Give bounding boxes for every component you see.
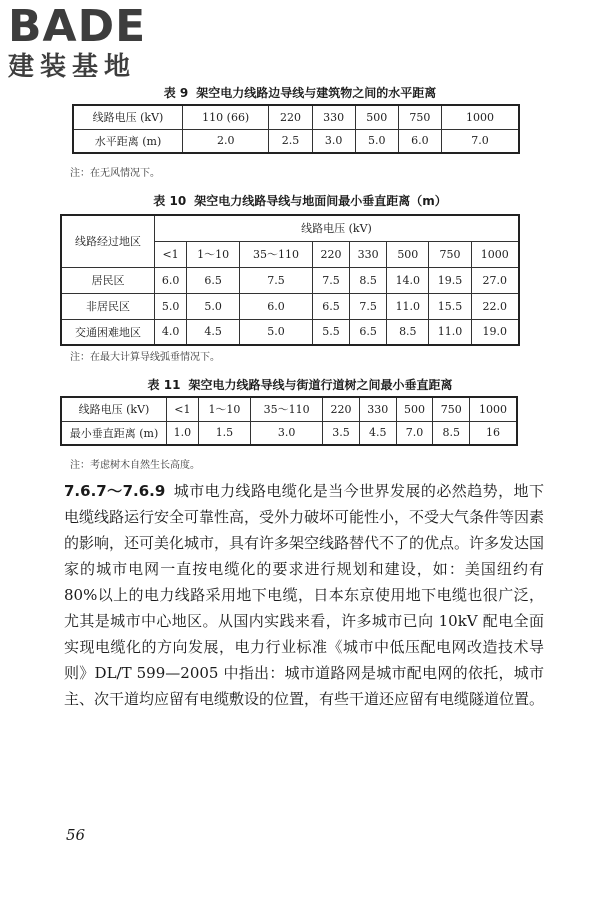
table10-voltage: 1000 [471,241,519,267]
logo-subtitle: 建装基地 [8,52,137,82]
table10-voltage: 330 [350,241,387,267]
table10-number: 表 10 [153,194,187,208]
table9-voltage: 220 [269,105,312,129]
table11 [60,396,518,446]
table11-cell: 3.0 [251,421,323,445]
table10-voltage: 750 [429,241,471,267]
table9-number: 表 9 [163,86,189,100]
table10-voltage: 1～10 [187,241,240,267]
table10-area: 交通困难地区 [61,319,155,345]
table11-header-label: 线路电压 (kV) [61,397,167,421]
table10-cell: 5.5 [312,319,349,345]
table11-cell: 1.5 [198,421,250,445]
table9-cell: 5.0 [355,129,398,153]
table9-title: 架空电力线路边导线与建筑物之间的水平距离 [196,86,437,100]
table10 [60,214,520,346]
table11-cell: 4.5 [359,421,396,445]
table11-voltage: 35～110 [251,397,323,421]
table10-voltage-group: 线路电压 (kV) [155,215,520,241]
table10-cell: 6.0 [155,267,187,293]
section-paragraph [64,478,544,712]
table9-voltage: 750 [398,105,441,129]
table11-number: 表 11 [147,378,181,392]
table10-caption [0,192,600,209]
table10-cell: 6.0 [240,293,313,319]
table9-note: 注：在无风情况下。 [70,168,160,179]
table10-cell: 4.5 [187,319,240,345]
table11-voltage: 330 [359,397,396,421]
table10-cell: 6.5 [187,267,240,293]
table10-voltage: 35～110 [240,241,313,267]
table10-voltage: <1 [155,241,187,267]
table10-cell: 19.0 [471,319,519,345]
table10-cell: 7.5 [350,293,387,319]
table11-voltage: <1 [167,397,199,421]
brand-logo [8,1,178,82]
table11-voltage: 1～10 [198,397,250,421]
table11-title: 架空电力线路导线与街道行道树之间最小垂直距离 [188,378,453,392]
logo-brand: BADE [8,1,147,52]
table10-area: 非居民区 [61,293,155,319]
table10-row [61,293,519,319]
section-number: 7.6.7～7.6.9 [64,482,166,500]
table10-cell: 5.0 [187,293,240,319]
table11-voltage: 220 [323,397,360,421]
table9-row-label: 水平距离 (m) [73,129,183,153]
table11-caption [0,376,600,393]
table10-row [61,267,519,293]
table10-cell: 19.5 [429,267,471,293]
table9-cell: 6.0 [398,129,441,153]
table11-note: 注：考虑树木自然生长高度。 [70,460,200,471]
table10-cell: 8.5 [350,267,387,293]
table9-caption [0,84,600,101]
table10-cell: 5.0 [155,293,187,319]
table11-cell: 16 [470,421,517,445]
table11-cell: 3.5 [323,421,360,445]
table10-cell: 22.0 [471,293,519,319]
table11-row-label: 最小垂直距离 (m) [61,421,167,445]
table9-cell: 3.0 [312,129,355,153]
table9-voltage: 330 [312,105,355,129]
table10-cell: 8.5 [387,319,429,345]
table10-cell: 7.5 [312,267,349,293]
table9-header-label: 线路电压 (kV) [73,105,183,129]
section-text: 城市电力线路电缆化是当今世界发展的必然趋势，地下电缆线路运行安全可靠性高，受外力破坏可能性小，不受大气条件等因素的影响，还可美化城市，具有许多架空线路替代不了的优点。许多发达国家的城市电网一直按电缆化的要求进行规划和建设，如：美国纽约有 80%以上的电力线路采用地下电缆，日本东京使用地下电缆也很广泛，尤其是城市中心地区。从国内实践来看，许多城市已向 10kV 配电全面实现电缆化的方向发展，电力行业标准《城市中低压配电网改造技术导则》DL/T 599—2005 中指出：城市道路网是城市配电网的依托，城市主、次干道均应留有电缆敷设的位置，有些干道还应留有电缆隧道位置。 [64,482,545,708]
table9-voltage: 500 [355,105,398,129]
table10-cell: 15.5 [429,293,471,319]
table11-voltage: 500 [396,397,433,421]
page-number: 56 [66,826,86,844]
table9-cell: 7.0 [442,129,520,153]
table10-cell: 7.5 [240,267,313,293]
table11-cell: 8.5 [433,421,470,445]
table10-cell: 6.5 [350,319,387,345]
table10-cell: 5.0 [240,319,313,345]
table11-cell: 7.0 [396,421,433,445]
table10-title: 架空电力线路导线与地面间最小垂直距离（m） [194,194,447,208]
table9-cell: 2.5 [269,129,312,153]
table10-cell: 27.0 [471,267,519,293]
table10-cell: 11.0 [387,293,429,319]
table11-cell: 1.0 [167,421,199,445]
table10-cell: 11.0 [429,319,471,345]
table10-cell: 6.5 [312,293,349,319]
table10-cell: 14.0 [387,267,429,293]
table11-voltage: 1000 [470,397,517,421]
table10-note: 注：在最大计算导线弧垂情况下。 [70,352,220,363]
table9-voltage: 1000 [442,105,520,129]
table9 [72,104,520,154]
table10-corner-label: 线路经过地区 [61,215,155,267]
table10-voltage: 220 [312,241,349,267]
table11-voltage: 750 [433,397,470,421]
table9-cell: 2.0 [183,129,269,153]
table10-row [61,319,519,345]
table9-voltage: 110 (66) [183,105,269,129]
table10-cell: 4.0 [155,319,187,345]
table10-voltage: 500 [387,241,429,267]
table10-area: 居民区 [61,267,155,293]
